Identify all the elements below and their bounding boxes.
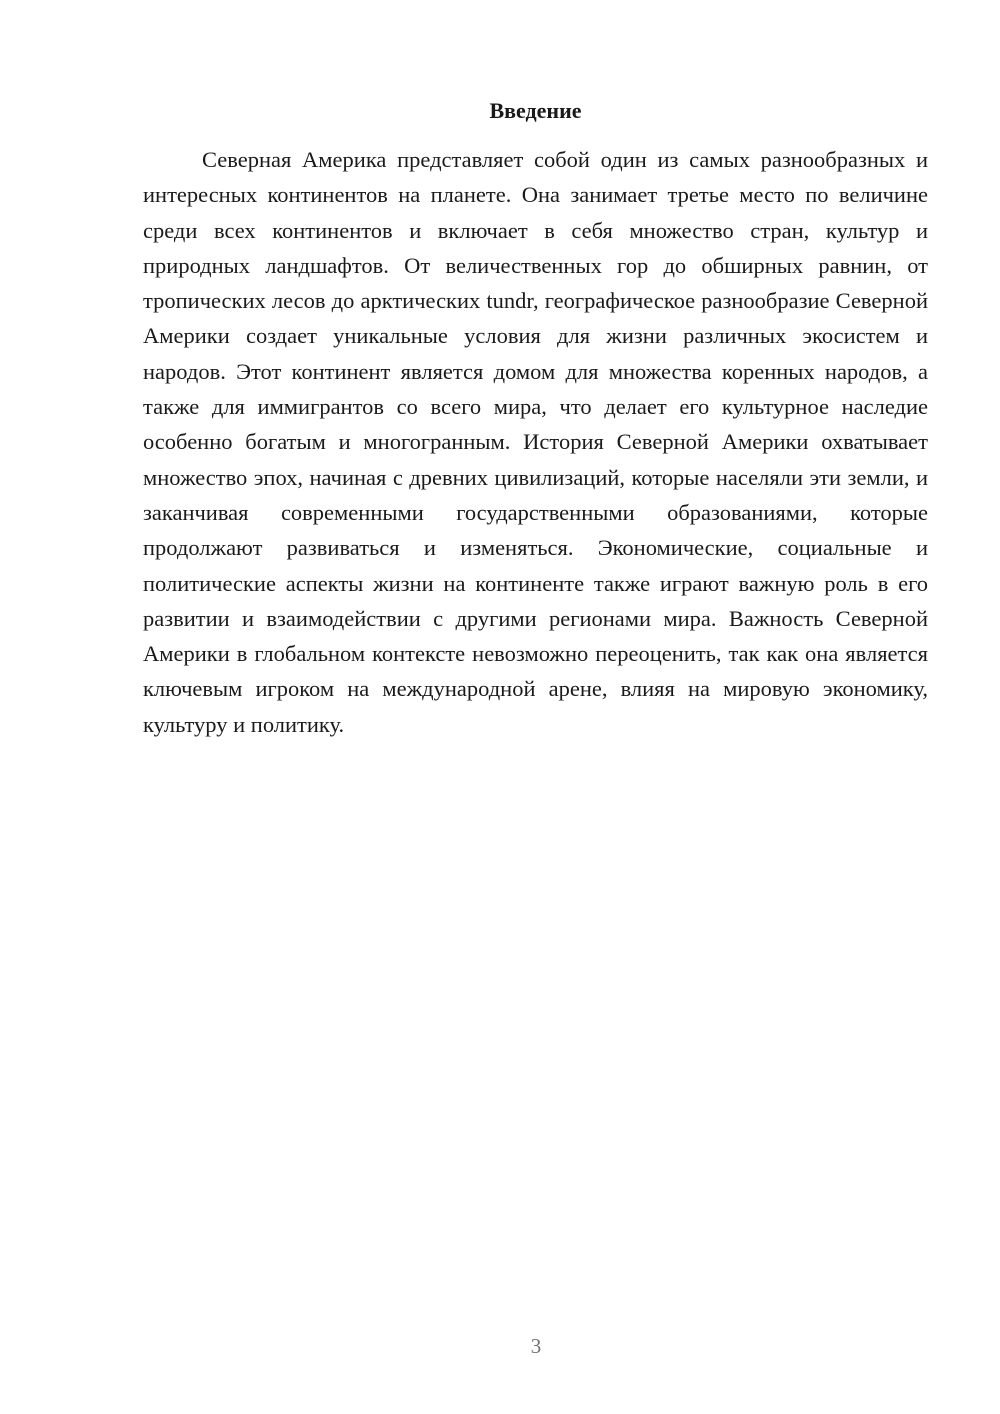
- page-number: 3: [530, 1334, 542, 1358]
- body-paragraph: Северная Америка представляет собой один из самых разнообразных и интересных континентов на планете. Она занимает третье место по величине среди всех континентов и включает в себя множество стран, культур и природных ландшафтов. От величественных гор до обширных равнин, от тропических лесов до арктических tundr, географическое разнообразие Северной Америки создает уникальные условия для жизни различных экосистем и народов. Этот континент является домом для множества коренных народов, а также для иммигрантов со всего мира, что делает его культурное наследие особенно богатым и многогранным. История Северной Америки охватывает множество эпох, начиная с древних цивилизаций, которые населяли эти земли, и заканчивая современными государственными образованиями, которые продолжают развиваться и изменяться. Экономические, социальные и политические аспекты жизни на континенте также играют важную роль в его развитии и взаимодействии с другими регионами мира. Важность Северной Америки в глобальном контексте невозможно переоценить, так как она является ключевым игроком на международной арене, влияя на мировую экономику, культуру и политику.: [143, 147, 928, 737]
- section-heading: Введение: [489, 98, 582, 123]
